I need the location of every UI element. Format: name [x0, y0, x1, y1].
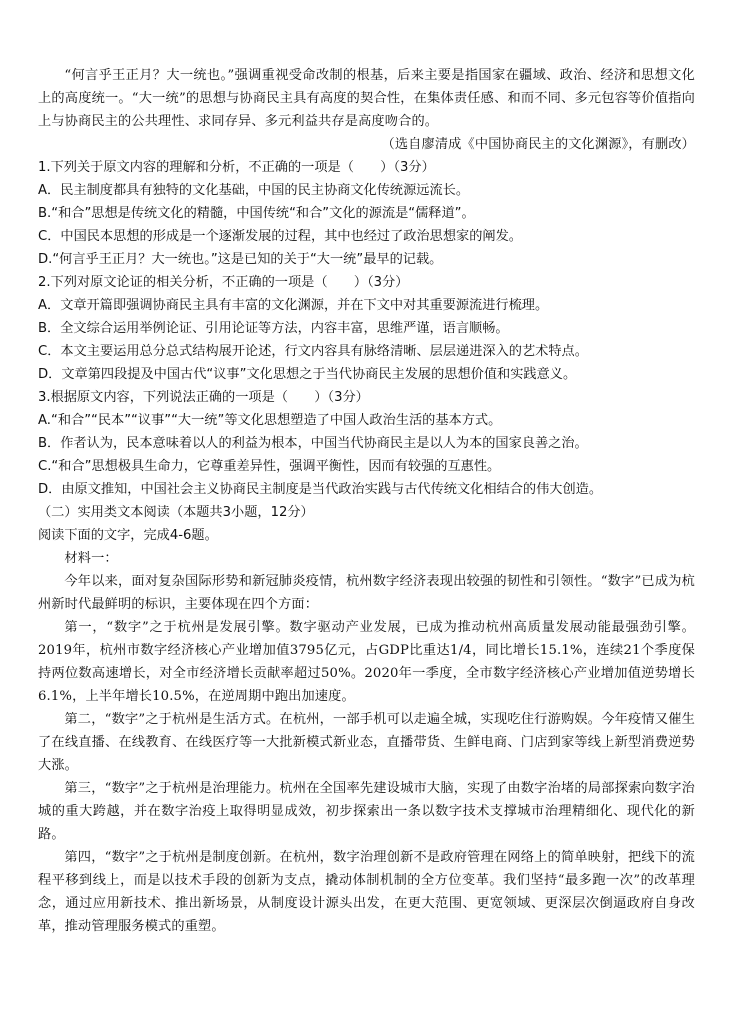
section-instruction: 阅读下面的文字，完成4-6题。	[38, 528, 218, 543]
option-a: A．文章开篇即强调协商民主具有丰富的文化渊源，并在下文中对其重要源流进行梳理。	[38, 298, 549, 313]
option-c: C.“和合”思想极具生命力，它尊重差异性，强调平衡性，因而有较强的互惠性。	[38, 459, 501, 474]
material-paragraph: 第四，“数字”之于杭州是制度创新。在杭州，数字治理创新不是政府管理在网络上的简单映射，把线下的流程平移到线上，而是以技术手段的创新为支点，撬动体制机制的全方位变革。我们坚持“最多跑一次”的改革理念，通过应用新技术、推出新场景，从制度设计源头出发，在更大范围、更宽领域、更深层次倒逼政府自身改革，推动管理服务模式的重塑。	[38, 850, 695, 934]
option-d: D.“何言乎王正月？大一统也。”这是已知的关于“大一统”最早的记载。	[38, 252, 443, 267]
option-d: D．由原文推知，中国社会主义协商民主制度是当代政治实践与古代传统文化相结合的伟大创造。	[38, 482, 603, 497]
option-d: D．文章第四段提及中国古代“议事”文化思想之于当代协商民主发展的思想价值和实践意义。	[38, 367, 577, 382]
material-paragraph: 第一，“数字”之于杭州是发展引擎。数字驱动产业发展，已成为推动杭州高质量发展动能最强劲引擎。2019年，杭州市数字经济核心产业增加值3795亿元，占GDP比重达1/4，同比增长15.1%，连续21个季度保持两位数高速增长，对全市经济增长贡献率超过50%。2020年一季度，全市数字经济核心产业增加值逆势增长6.1%，上半年增长10.5%，在逆周期中跑出加速度。	[38, 620, 695, 704]
section-heading: （二）实用类文本阅读（本题共3小题，12分）	[38, 505, 314, 520]
intro-paragraph: “何言乎王正月？大一统也。”强调重视受命改制的根基，后来主要是指国家在疆域、政治、经济和思想文化上的高度统一。“大一统”的思想与协商民主具有高度的契合性，在集体责任感、和而不同、多元包容等价值指向上与协商民主的公共理性、求同存异、多元利益共存是高度吻合的。	[38, 68, 695, 129]
question-2	[38, 271, 695, 386]
question-3	[38, 386, 695, 501]
material-paragraph: 今年以来，面对复杂国际形势和新冠肺炎疫情，杭州数字经济表现出较强的韧性和引领性。“数字”已成为杭州新时代最鲜明的标识，主要体现在四个方面：	[38, 574, 695, 612]
option-b: B．全文综合运用举例论证、引用论证等方法，内容丰富，思维严谨，语言顺畅。	[38, 321, 509, 336]
question-1	[38, 156, 695, 271]
material-label: 材料一：	[64, 551, 118, 566]
option-b: B．作者认为，民本意味着以人的利益为根本，中国当代协商民主是以人为本的国家良善之治。	[38, 436, 588, 451]
option-c: C．本文主要运用总分总式结构展开论述，行文内容具有脉络清晰、层层递进深入的艺术特点。	[38, 344, 588, 359]
option-c: C．中国民本思想的形成是一个逐渐发展的过程，其中也经过了政治思想家的阐发。	[38, 229, 522, 244]
option-b: B.“和合”思想是传统文化的精髓，中国传统“和合”文化的源流是“儒释道”。	[38, 206, 475, 221]
question-stem: 3.根据原文内容，下列说法正确的一项是（ ）（3分）	[38, 390, 369, 405]
material-paragraph: 第三，“数字”之于杭州是治理能力。杭州在全国率先建设城市大脑，实现了由数字治堵的局部探索向数字治城的重大跨越，并在数字治疫上取得明显成效，初步探索出一条以数字技术支撑城市治理精细化、现代化的新路。	[38, 781, 695, 842]
option-a: A．民主制度都具有独特的文化基础，中国的民主协商文化传统源远流长。	[38, 183, 470, 198]
option-a: A.“和合”“民本”“议事”“大一统”等文化思想塑造了中国人政治生活的基本方式。	[38, 413, 502, 428]
question-stem: 2.下列对原文论证的相关分析，不正确的一项是（ ）（3分）	[38, 275, 409, 290]
source-note: （选自廖清成《中国协商民主的文化渊源》，有删改）	[381, 137, 695, 152]
material-paragraph: 第二，“数字”之于杭州是生活方式。在杭州，一部手机可以走遍全城，实现吃住行游购娱。今年疫情又催生了在线直播、在线教育、在线医疗等一大批新模式新业态，直播带货、生鲜电商、门店到家等线上新型消费逆势大涨。	[38, 712, 695, 773]
question-stem: 1.下列关于原文内容的理解和分析，不正确的一项是（ ）（3分）	[38, 160, 435, 175]
